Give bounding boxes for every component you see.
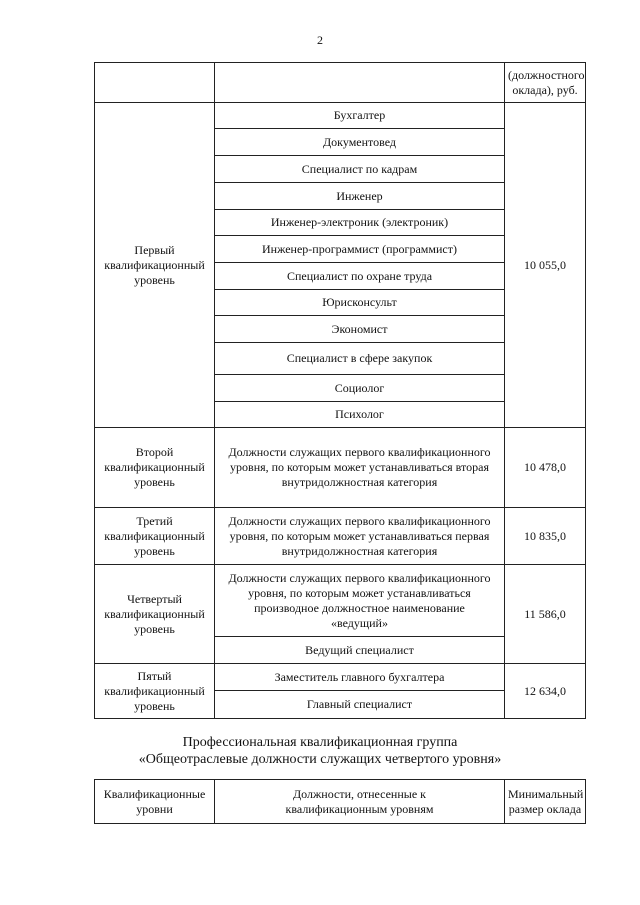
salary-table <box>94 62 586 719</box>
position-line: Должности служащих первого квалификационного <box>228 570 491 585</box>
position-cell: Психолог <box>215 402 505 428</box>
table-row <box>95 565 586 637</box>
level-cell <box>95 103 215 428</box>
position-line: «ведущий» <box>331 615 388 630</box>
table-row <box>95 103 586 129</box>
level-line: Пятый <box>137 668 172 683</box>
header-col3-line: оклада), руб. <box>512 82 578 97</box>
position-line: производное должностное наименование <box>254 600 465 615</box>
header-line: уровни <box>136 801 173 816</box>
level-line: уровень <box>134 272 175 287</box>
level-line: квалификационный <box>104 528 205 543</box>
section-title <box>0 734 640 768</box>
position-cell: Специалист в сфере закупок <box>215 343 505 375</box>
level-cell <box>95 565 215 664</box>
level-line: Третий <box>136 513 173 528</box>
level-line: квалификационный <box>104 683 205 698</box>
position-cell <box>215 565 505 637</box>
position-cell: Заместитель главного бухгалтера <box>215 664 505 691</box>
header-col3-line: (должностного <box>508 67 585 82</box>
position-cell <box>215 428 505 508</box>
salary-cell: 10 835,0 <box>505 508 586 565</box>
level-cell <box>95 428 215 508</box>
position-cell: Инженер <box>215 183 505 210</box>
position-cell: Социолог <box>215 375 505 402</box>
header-line: квалификационным уровням <box>285 801 434 816</box>
level-cell <box>95 508 215 565</box>
header-col3-cell <box>505 780 586 824</box>
section-title-line: «Общеотраслевые должности служащих четвертого уровня» <box>138 752 502 767</box>
position-line: уровня, по которым может устанавливаться вторая <box>230 460 489 474</box>
level-line: квалификационный <box>104 460 205 474</box>
level-line: уровень <box>134 543 175 558</box>
header-col2-cell <box>215 780 505 824</box>
level-line: Первый <box>134 242 175 257</box>
level-cell <box>95 664 215 719</box>
position-cell: Главный специалист <box>215 691 505 719</box>
position-line: Должности служащих первого квалификационного <box>228 513 491 528</box>
header-col2-cell <box>215 63 505 103</box>
position-cell: Экономист <box>215 316 505 343</box>
position-cell: Специалист по охране труда <box>215 263 505 290</box>
header-line: Минимальный <box>508 786 584 801</box>
header-col1-cell <box>95 780 215 824</box>
level-line: квалификационный <box>104 606 205 621</box>
position-cell: Инженер-электроник (электроник) <box>215 210 505 236</box>
level-line: уровень <box>134 621 175 636</box>
position-line: внутридолжностная категория <box>281 475 438 489</box>
level-line: уровень <box>134 698 175 713</box>
table-row <box>95 428 586 508</box>
header-col3-cell <box>505 63 586 103</box>
position-cell: Бухгалтер <box>215 103 505 129</box>
next-group-header-table <box>94 779 586 824</box>
position-line: уровня, по которым может устанавливаться первая <box>229 528 490 543</box>
level-line: Второй <box>135 445 174 459</box>
level-line: уровень <box>134 475 175 489</box>
position-cell: Инженер-программист (программист) <box>215 236 505 263</box>
header-line: Квалификационные <box>103 786 206 801</box>
position-line: уровня, по которым может устанавливаться <box>248 585 471 600</box>
header-col1-cell <box>95 63 215 103</box>
position-cell: Ведущий специалист <box>215 637 505 664</box>
table-header-continuation-row <box>95 63 586 103</box>
position-cell: Документовед <box>215 129 505 156</box>
table-header-row <box>95 780 586 824</box>
level-line: Четвертый <box>127 591 182 606</box>
header-line: Должности, отнесенные к <box>292 786 426 801</box>
position-cell: Специалист по кадрам <box>215 156 505 183</box>
salary-cell: 11 586,0 <box>505 565 586 664</box>
table-row <box>95 508 586 565</box>
section-title-line: Профессиональная квалификационная группа <box>182 735 458 750</box>
page-number: 2 <box>317 33 323 47</box>
salary-cell: 10 055,0 <box>505 103 586 428</box>
position-line: внутридолжностная категория <box>281 543 438 558</box>
salary-cell: 10 478,0 <box>505 428 586 508</box>
position-cell <box>215 508 505 565</box>
position-line: Должности служащих первого квалификационного <box>228 445 491 459</box>
header-line: размер оклада <box>508 801 582 816</box>
position-cell: Юрисконсульт <box>215 290 505 316</box>
level-line: квалификационный <box>104 257 205 272</box>
table-row <box>95 664 586 691</box>
salary-cell: 12 634,0 <box>505 664 586 719</box>
